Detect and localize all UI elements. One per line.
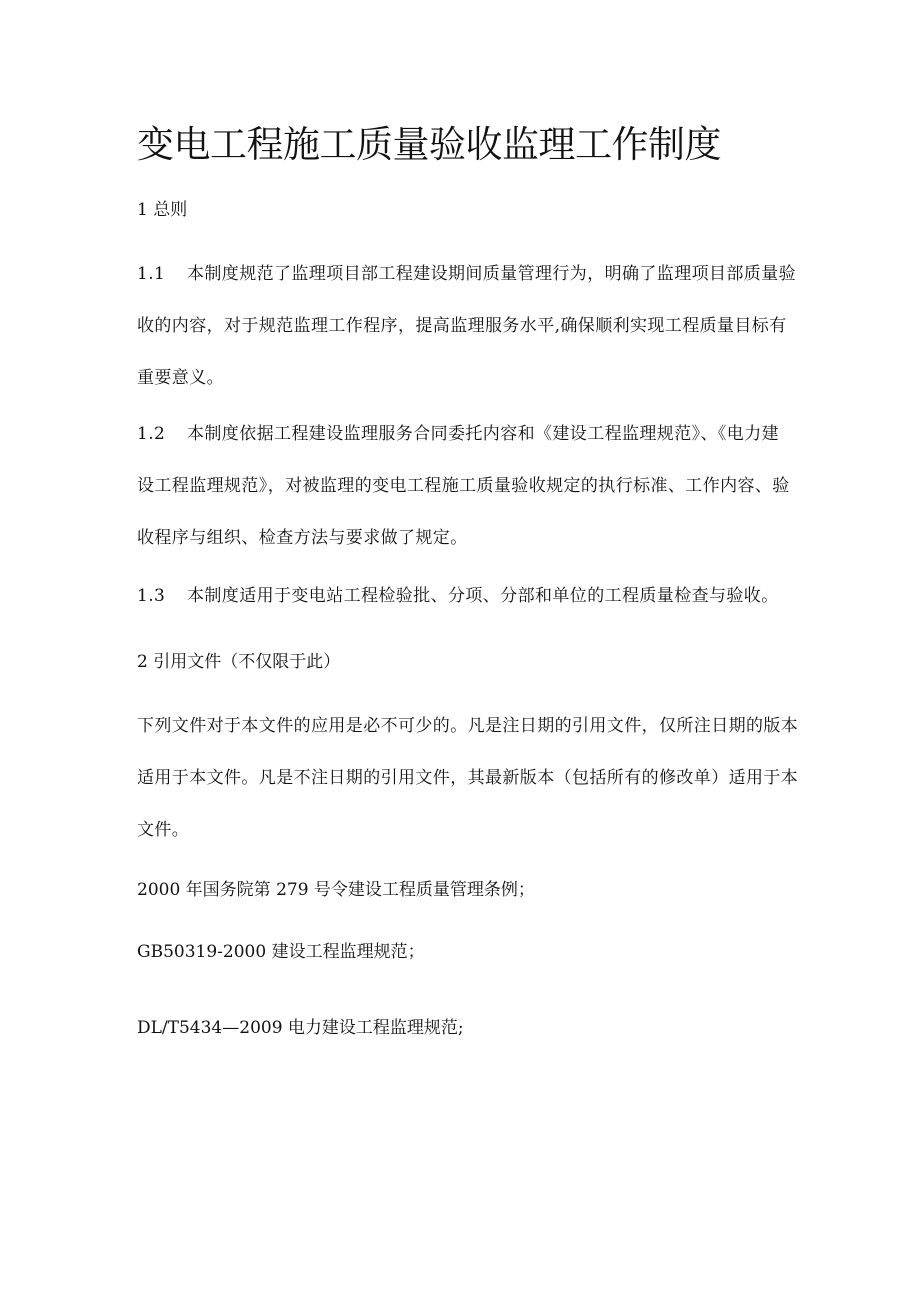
intro-line: 适用于本文件。凡是不注日期的引用文件，其最新版本（包括所有的修改单）适用于本 bbox=[137, 768, 799, 788]
intro-line: 文件。 bbox=[137, 820, 190, 840]
clause-text: 本制度适用于变电站工程检验批、分项、分部和单位的工程质量检查与验收。 bbox=[187, 586, 779, 606]
clause-number: 1.1 bbox=[137, 264, 166, 284]
reference-item: DL/T5434—2009 电力建设工程监理规范; bbox=[137, 1018, 464, 1038]
clause-line bbox=[137, 248, 796, 300]
clause-line bbox=[137, 408, 787, 460]
clause-text: 本制度规范了监理项目部工程建设期间质量管理行为，明确了监理项目部质量验 bbox=[187, 264, 796, 284]
section-heading-references: 2 引用文件（不仅限于此） bbox=[137, 652, 341, 672]
clause-line: 设工程监理规范》，对被监理的变电工程施工质量验收规定的执行标准、工作内容、验 bbox=[137, 476, 790, 496]
section-heading-general: 1 总则 bbox=[137, 200, 188, 220]
reference-item: GB50319-2000 建设工程监理规范； bbox=[137, 942, 425, 962]
clause-line: 收程序与组织、检查方法与要求做了规定。 bbox=[137, 528, 468, 548]
document-title: 变电工程施工质量验收监理工作制度 bbox=[137, 123, 721, 166]
clause-line bbox=[137, 570, 787, 622]
reference-item: 2000 年国务院第 279 号令建设工程质量管理条例； bbox=[137, 880, 535, 900]
clause-1-3 bbox=[137, 570, 787, 622]
references-intro bbox=[137, 700, 799, 856]
intro-line: 下列文件对于本文件的应用是必不可少的。凡是注日期的引用文件，仅所注日期的版本 bbox=[137, 716, 799, 736]
clause-1-1 bbox=[137, 248, 796, 404]
clause-text: 本制度依据工程建设监理服务合同委托内容和《建设工程监理规范》、《电力建 bbox=[187, 424, 779, 444]
clause-number: 1.3 bbox=[137, 586, 166, 606]
clause-number: 1.2 bbox=[137, 424, 166, 444]
clause-line: 收的内容，对于规范监理工作程序，提高监理服务水平,确保顺利实现工程质量目标有 bbox=[137, 316, 787, 336]
clause-1-2 bbox=[137, 408, 790, 564]
clause-line: 重要意义。 bbox=[137, 368, 224, 388]
